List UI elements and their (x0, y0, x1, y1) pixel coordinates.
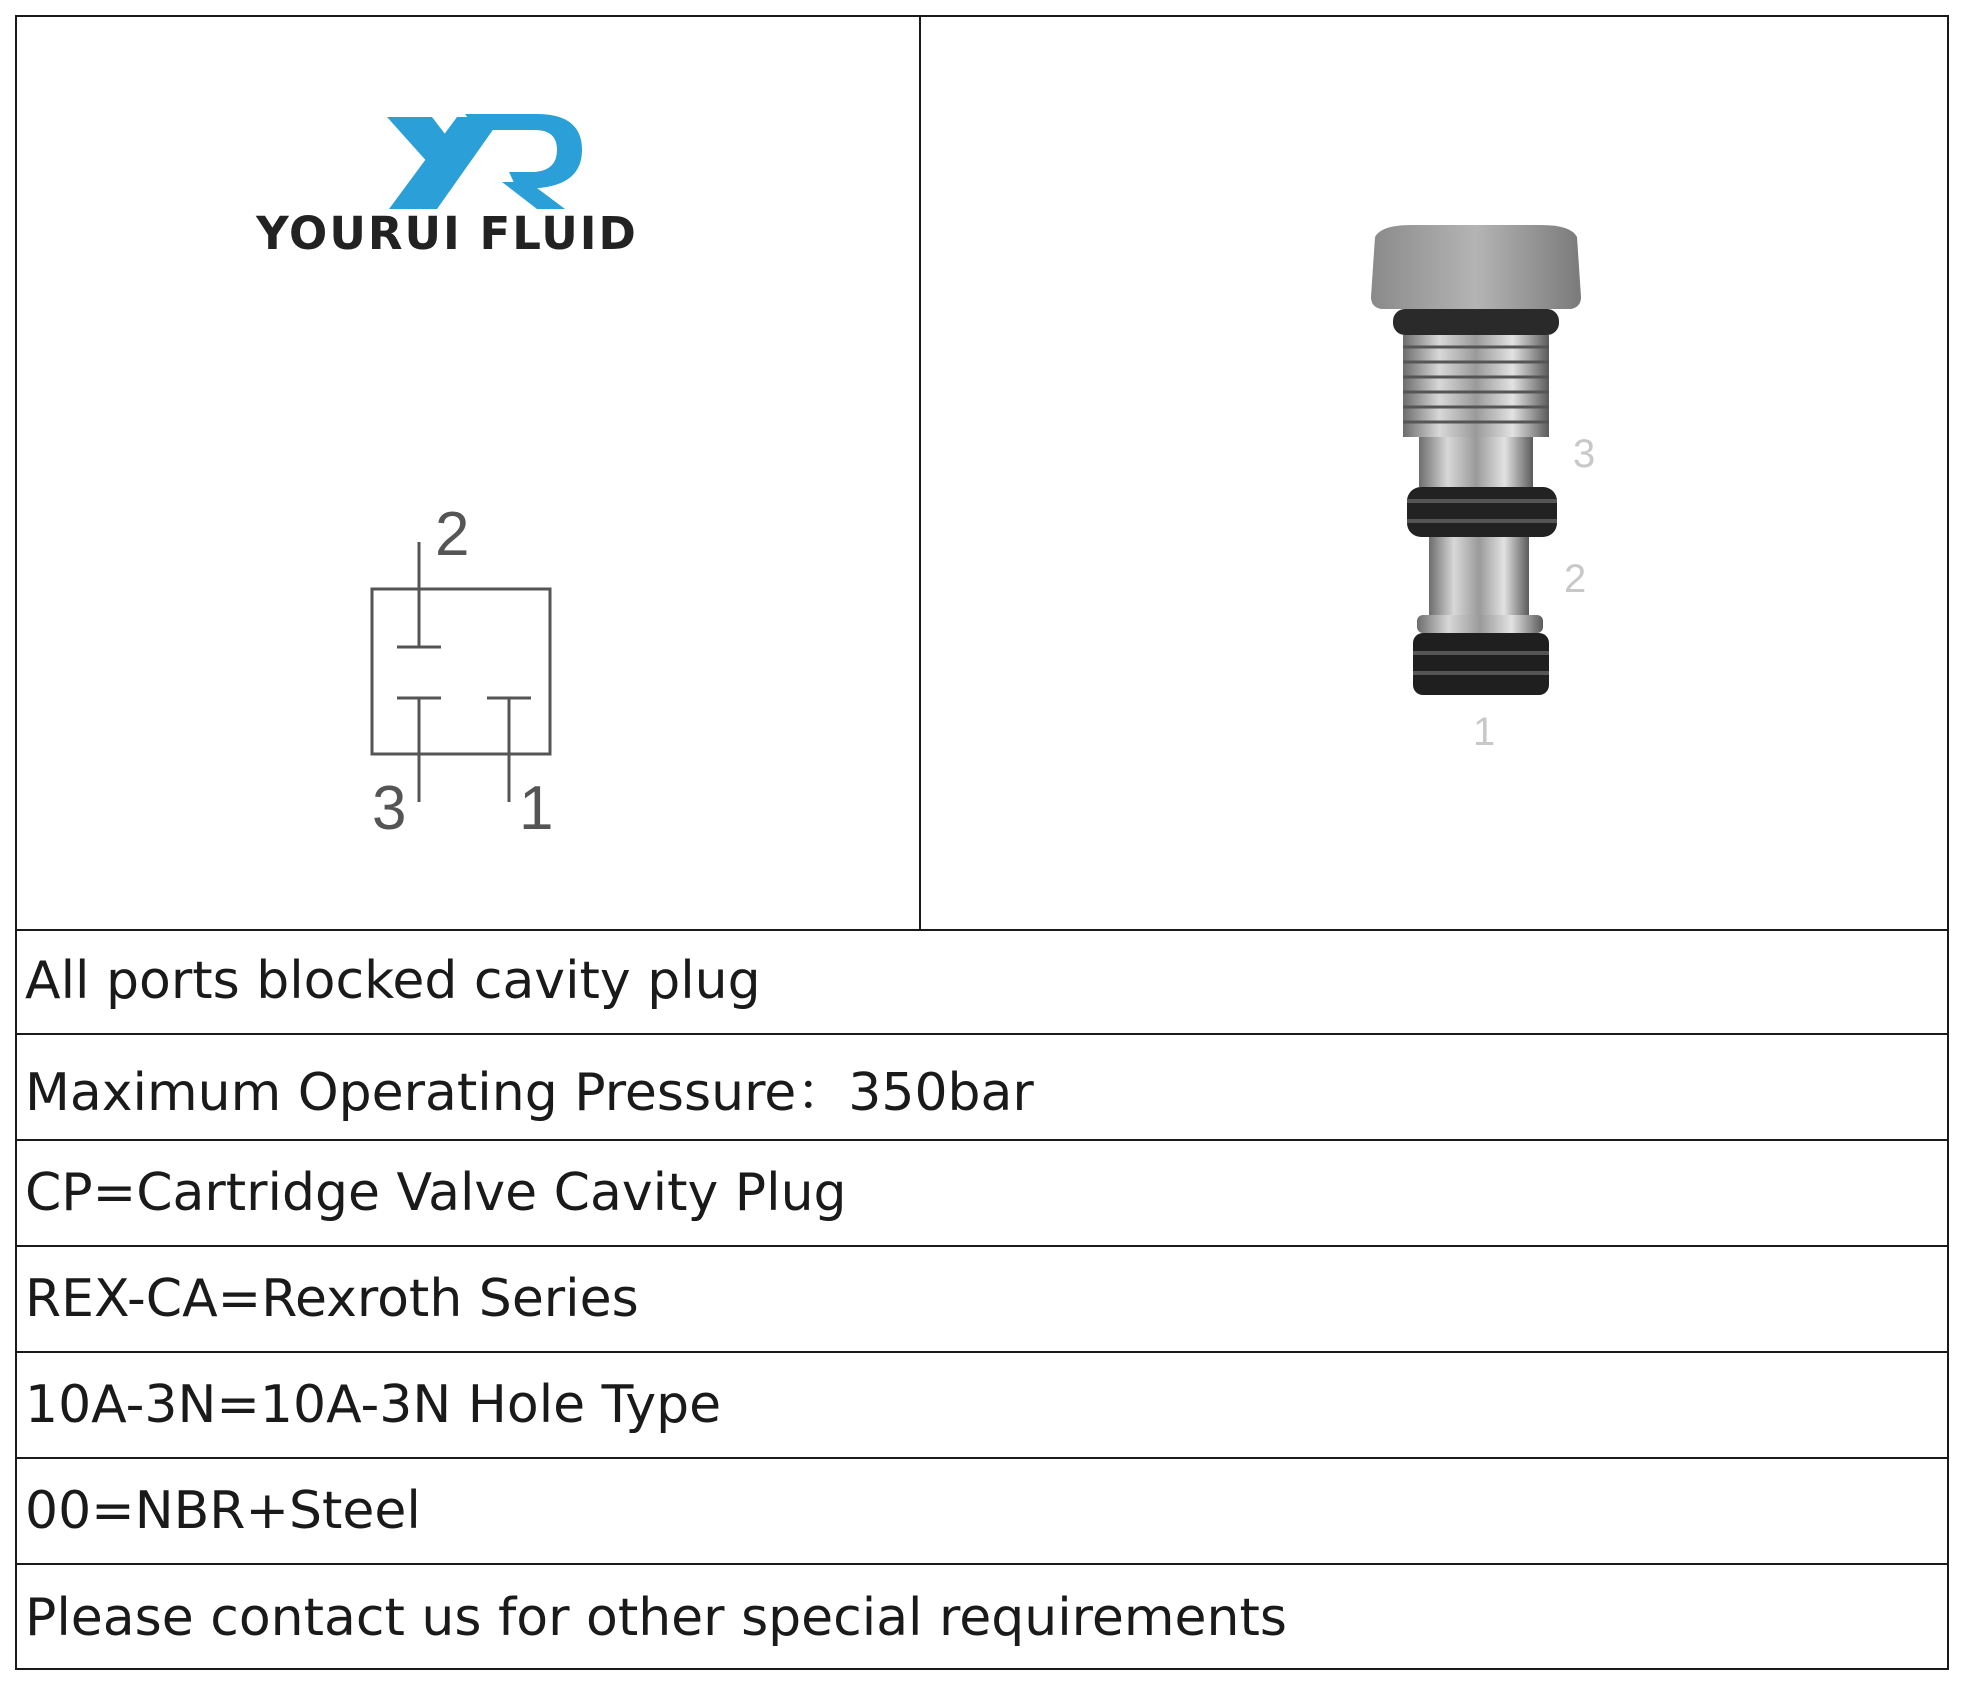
spec-row-hole-type: 10A-3N=10A-3N Hole Type (17, 1353, 1947, 1459)
product-image-cell (921, 17, 1947, 929)
spec-row-pressure: Maximum Operating Pressure：350bar (17, 1035, 1947, 1141)
brand-name: YOURUI FLUID (256, 207, 638, 260)
spec-row-cp: CP=Cartridge Valve Cavity Plug (17, 1141, 1947, 1247)
symbol-port-3: 3 (372, 774, 407, 843)
product-port-2: 2 (1564, 557, 1587, 601)
header-row (17, 17, 1947, 931)
cavity-plug-image (1281, 217, 1681, 837)
spec-row-material: 00=NBR+Steel (17, 1459, 1947, 1565)
product-port-1: 1 (1473, 710, 1496, 754)
symbol-port-2: 2 (435, 500, 470, 569)
spec-rows (17, 929, 1947, 1671)
hydraulic-symbol (347, 487, 587, 867)
spec-row-contact: Please contact us for other special requirements (25, 1588, 1287, 1648)
logo-symbol-cell (17, 17, 921, 929)
product-port-3: 3 (1573, 432, 1596, 476)
spec-row-description: All ports blocked cavity plug (17, 929, 1947, 1035)
symbol-port-1: 1 (519, 774, 554, 843)
spec-row-series: REX-CA=Rexroth Series (17, 1247, 1947, 1353)
product-spec-table (15, 15, 1949, 1670)
